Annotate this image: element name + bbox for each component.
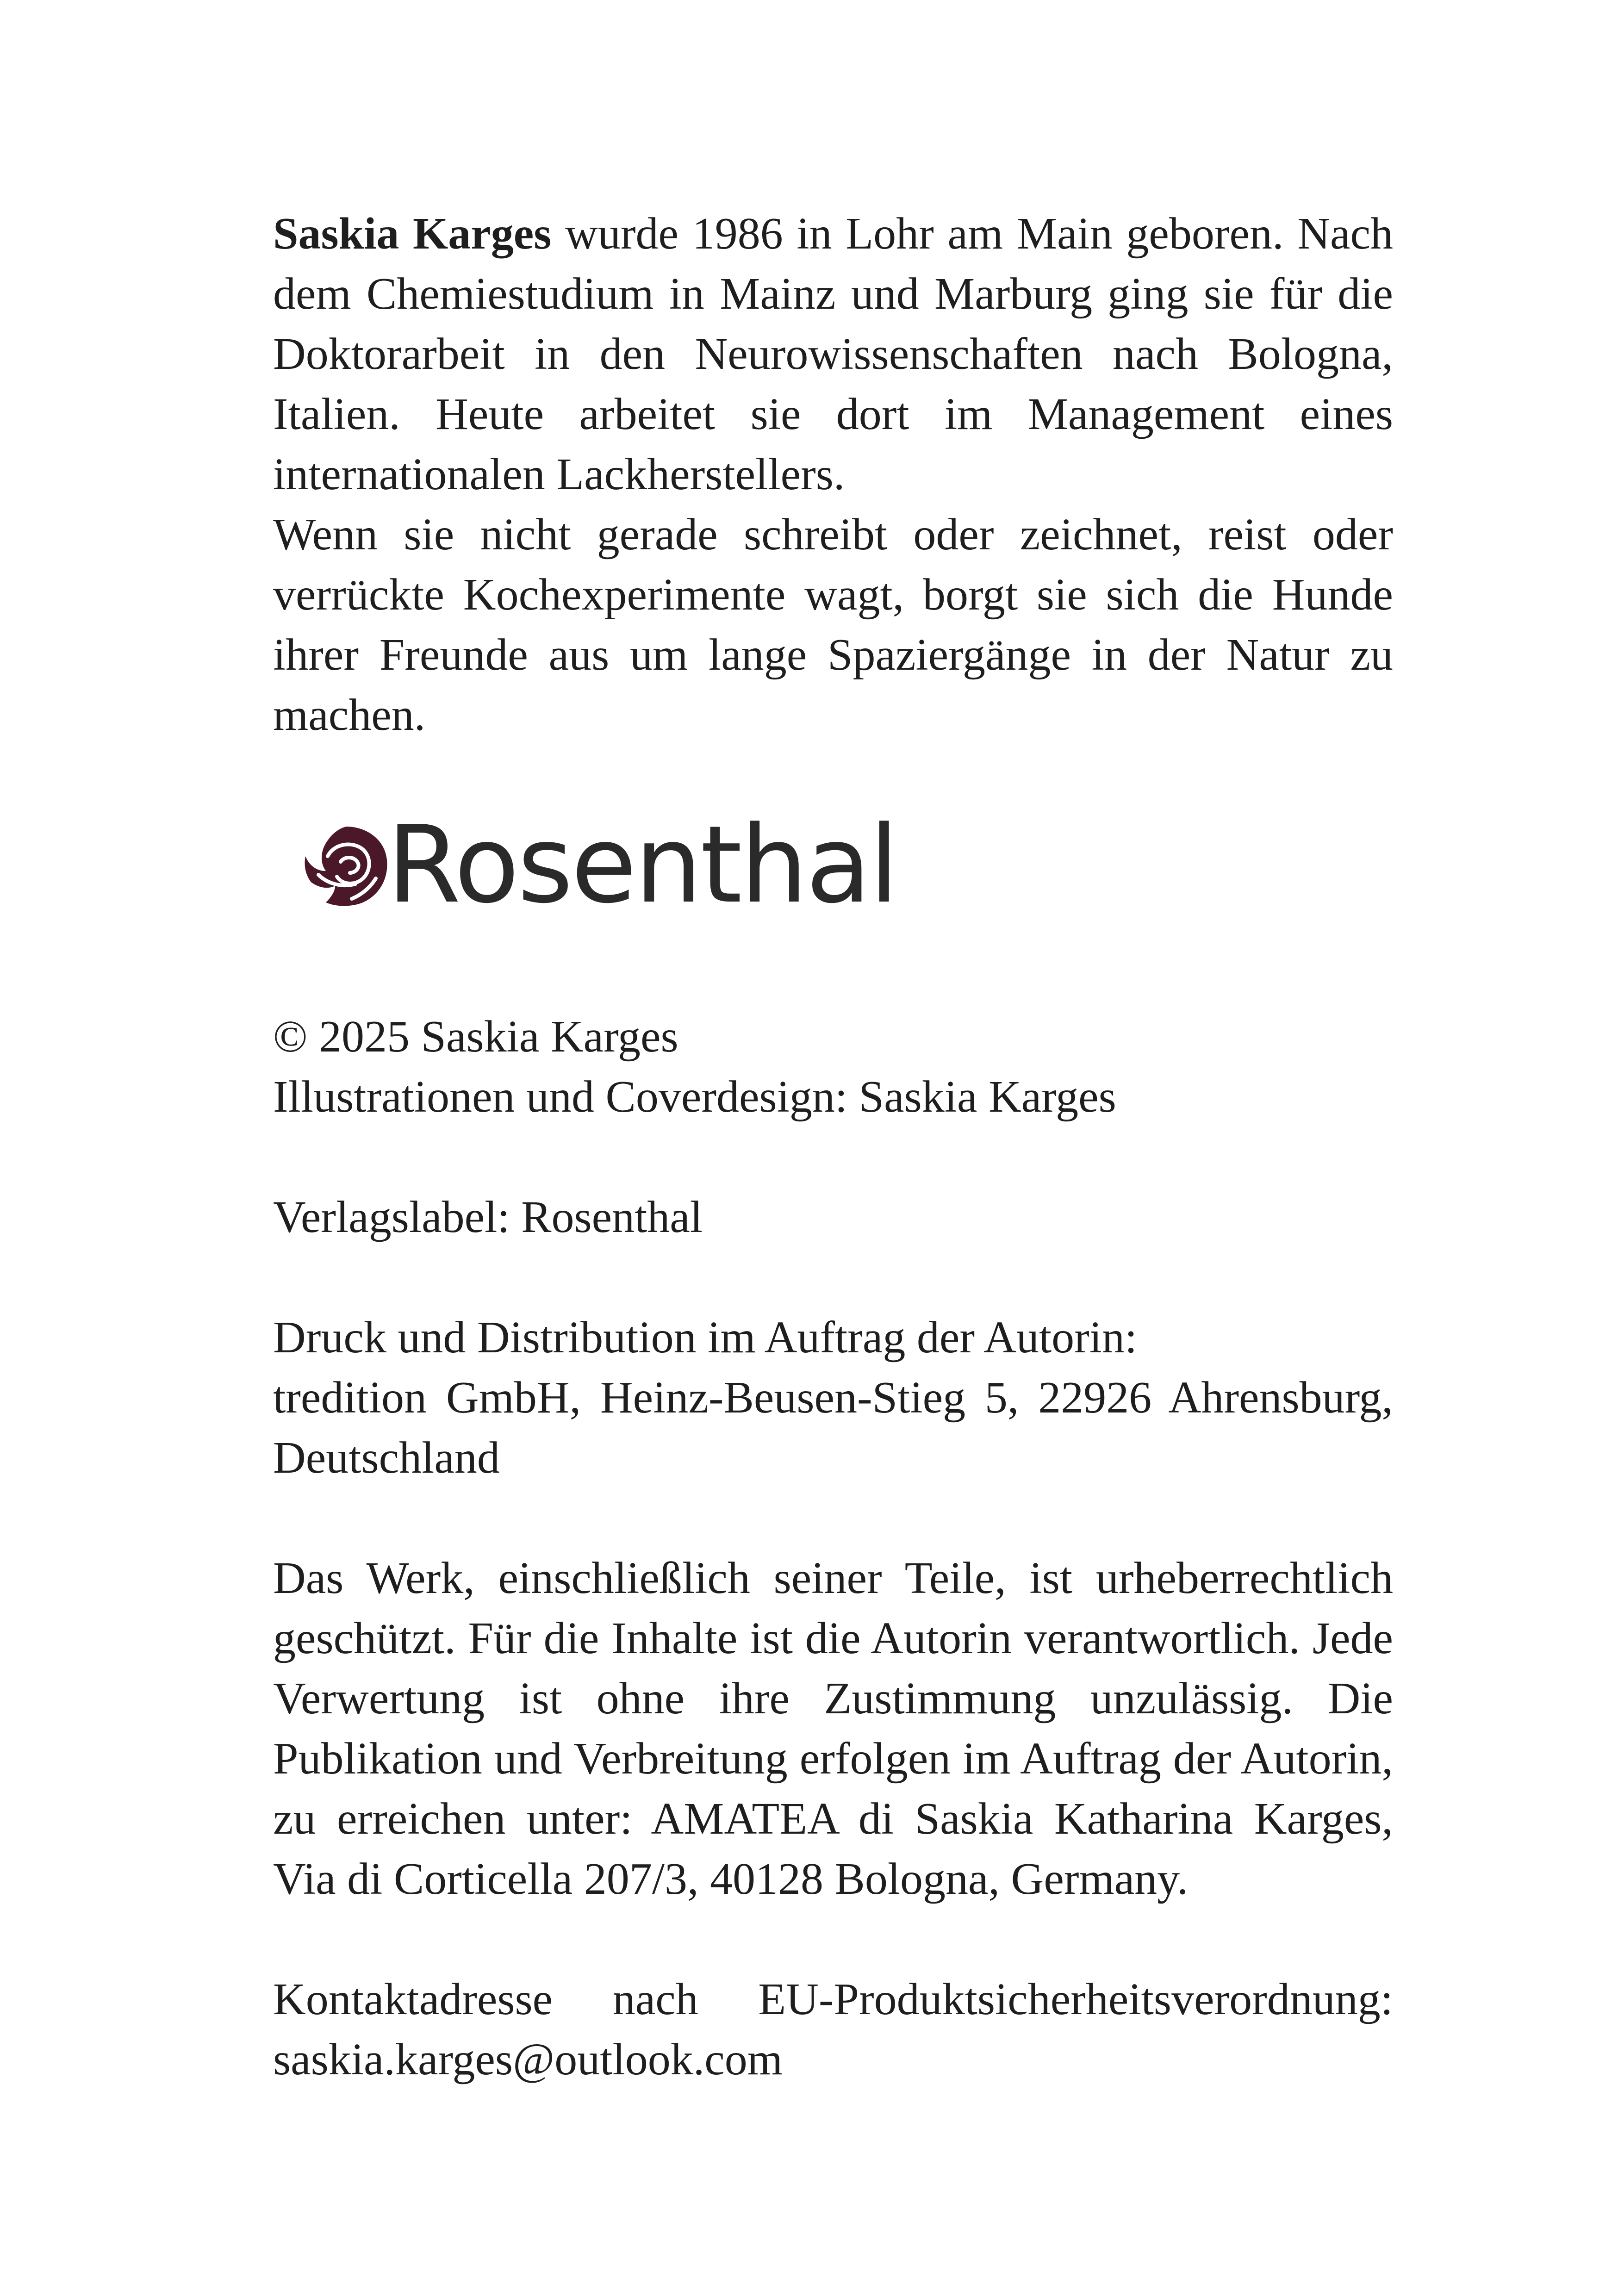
- contact-email: saskia.karges@outlook.com: [273, 2035, 783, 2084]
- illustrations-line: Illustrationen und Coverdesign: Saskia Karges: [273, 1072, 1116, 1122]
- print-address: tredition GmbH, Heinz-Beusen-Stieg 5, 22926 Ahrensburg, Deutschland: [273, 1373, 1393, 1483]
- bio-paragraph-1: [273, 204, 1393, 504]
- publisher-logo: [300, 803, 897, 927]
- contact-block: [273, 1969, 1393, 2090]
- print-block: [273, 1307, 1393, 1488]
- legal-block: [273, 1548, 1393, 1909]
- author-bio: [273, 204, 1393, 745]
- copyright-line: © 2025 Saskia Karges: [273, 1012, 678, 1062]
- legal-text: Das Werk, einschließlich seiner Teile, ist urheberrechtlich geschützt. Für die Inhalte ist die Autorin verantwortlich. Jede Verwertung ist ohne ihre Zustimmung unzulässig. Die Publikation und Verbreitung erfolgen im Auftrag der Autorin, zu erreichen unter: AMATEA di Saskia Katharina Karges, Via di Corticella 207/3, 40128 Bologna, Germany.: [273, 1553, 1393, 1904]
- author-name: Saskia Karges: [273, 209, 552, 259]
- bio-text-1: wurde 1986 in Lohr am Main geboren. Nach dem Chemiestudium in Mainz und Marburg ging sie für die Doktorarbeit in den Neurowissenschaften nach Bologna, Italien. Heute arbeitet sie dort im Management eines internationalen Lackherstellers.: [273, 209, 1393, 499]
- copyright-block: [273, 1007, 1393, 1127]
- contact-heading: Kontaktadresse nach EU-Produktsicherheitsverordnung:: [273, 1974, 1393, 2024]
- rose-icon: [300, 819, 392, 912]
- bio-paragraph-2: Wenn sie nicht gerade schreibt oder zeichnet, reist oder verrückte Kochexperimente wagt, borgt sie sich die Hunde ihrer Freunde aus um lange Spaziergänge in der Natur zu machen.: [273, 510, 1393, 740]
- print-heading: Druck und Distribution im Auftrag der Autorin:: [273, 1313, 1138, 1363]
- publisher-label-line: Verlagslabel: Rosenthal: [273, 1192, 703, 1242]
- label-block: [273, 1187, 1393, 1247]
- logo-text: Rosenthal: [387, 803, 897, 927]
